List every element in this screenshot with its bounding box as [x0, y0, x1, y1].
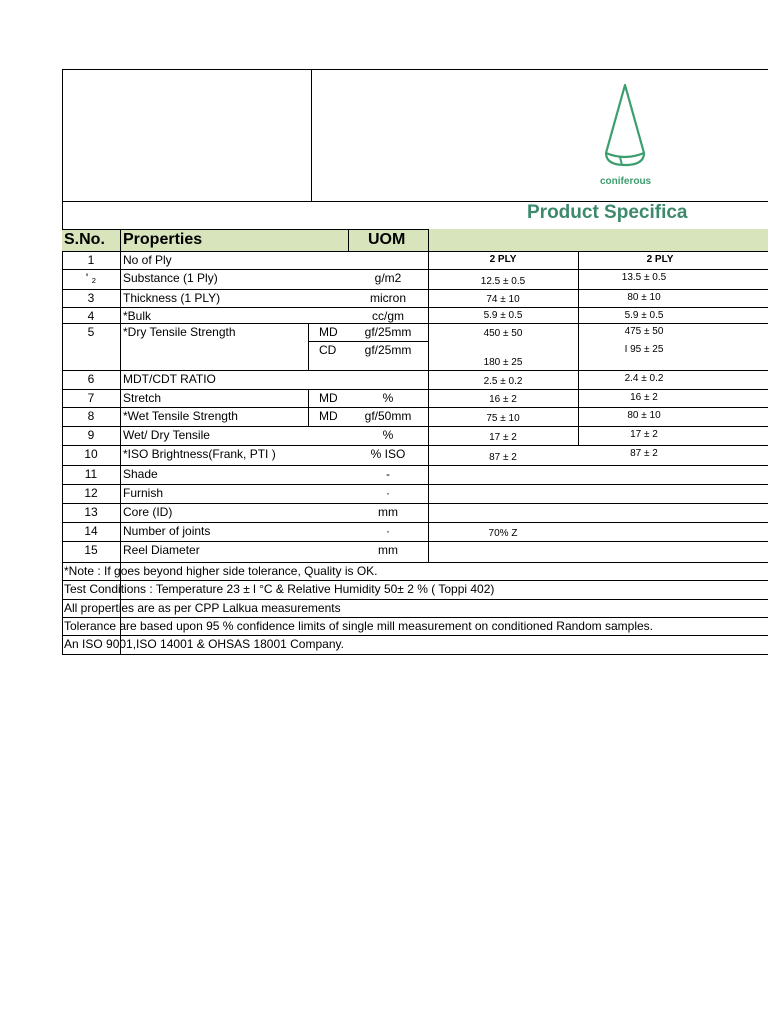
row-sno: 9 [87, 428, 95, 442]
coniferous-logo [592, 81, 662, 191]
grid-line [308, 407, 309, 426]
grid-line [62, 562, 768, 563]
grid-line [62, 522, 768, 523]
grid-line [62, 484, 768, 485]
row-sno: 14 [84, 524, 98, 538]
row-property: Number of joints [123, 524, 211, 538]
grid-line [311, 69, 312, 201]
row-sno: ' ₂ [85, 271, 97, 285]
grid-line [62, 269, 768, 270]
row-property: Wet/ Dry Tensile [123, 428, 210, 442]
row-uom: · [386, 524, 390, 538]
logo-text: coniferous [600, 176, 652, 187]
row-value-2: 2 PLY [646, 254, 674, 265]
grid-line [62, 323, 768, 324]
grid-line [308, 389, 309, 407]
row-value-1: 17 ± 2 [489, 432, 517, 443]
grid-line [62, 654, 768, 655]
row-uom: g/m2 [374, 271, 402, 285]
grid-line [62, 69, 63, 655]
grid-line [62, 289, 768, 290]
row-value-2: 80 ± 10 [627, 410, 661, 421]
row-direction: MD [319, 409, 338, 423]
spec-sheet [62, 69, 768, 669]
row-uom: gf/25mm [364, 343, 412, 357]
row-direction: MD [319, 325, 338, 339]
grid-line [62, 599, 768, 600]
note-line: Tolerance are based upon 95 % confidence limits of single mill measurement on conditioned Random samples. [64, 619, 653, 633]
row-property: Substance (1 Ply) [123, 271, 218, 285]
row-uom: mm [378, 543, 398, 557]
row-uom: gf/50mm [364, 409, 412, 423]
grid-line [348, 229, 349, 251]
row-value-2: 5.9 ± 0.5 [624, 310, 664, 321]
grid-line [62, 370, 768, 371]
note-line: *Note : If goes beyond higher side tolerance, Quality is OK. [64, 564, 378, 578]
grid-line [62, 445, 768, 446]
row-value-1: 2 PLY [489, 254, 517, 265]
row-property: *ISO Brightness(Frank, PTI ) [123, 447, 276, 461]
row-uom: cc/gm [371, 309, 404, 323]
grid-line [62, 635, 768, 636]
row-value-2: I 95 ± 25 [624, 344, 664, 355]
row-value-1: 450 ± 50 [483, 328, 523, 339]
row-value-1: 180 ± 25 [483, 357, 523, 368]
grid-line [62, 503, 768, 504]
row-value-2: 16 ± 2 [630, 392, 658, 403]
header-uom: UOM [368, 231, 406, 248]
row-sno: 3 [87, 291, 95, 305]
row-sno: 8 [87, 409, 95, 423]
row-property: Stretch [123, 391, 162, 405]
row-property: MDT/CDT RATIO [123, 372, 216, 386]
row-value-2: 2.4 ± 0.2 [624, 373, 664, 384]
row-direction: CD [319, 343, 337, 357]
row-value-2: 80 ± 10 [627, 292, 661, 303]
row-sno: 10 [84, 447, 98, 461]
grid-line [62, 580, 768, 581]
row-sno: 12 [84, 486, 98, 500]
grid-line [62, 69, 768, 70]
grid-line [308, 323, 309, 341]
row-sno: 6 [87, 372, 95, 386]
row-sno: 4 [87, 309, 95, 323]
row-sno: 1 [87, 253, 95, 267]
row-sno: 11 [84, 467, 98, 481]
row-uom: % ISO [370, 447, 406, 461]
row-property: *Dry Tensile Strength [123, 325, 236, 339]
row-uom: · [386, 486, 390, 500]
grid-line [62, 389, 768, 390]
row-value-1: 74 ± 10 [486, 294, 520, 305]
row-uom: - [386, 467, 390, 481]
row-value-2: 17 ± 2 [630, 429, 658, 440]
row-direction: MD [319, 391, 338, 405]
row-property: Shade [123, 467, 158, 481]
row-sno: 15 [84, 543, 98, 557]
grid-line [62, 465, 768, 466]
row-value-2: 475 ± 50 [624, 326, 664, 337]
row-value-1: 75 ± 10 [486, 413, 520, 424]
note-line: All properties are as per CPP Lalkua measurements [64, 601, 341, 615]
grid-line [62, 617, 768, 618]
grid-line [62, 229, 428, 230]
note-line: An ISO 9001,ISO 14001 & OHSAS 18001 Company. [64, 637, 344, 651]
row-value-1: 5.9 ± 0.5 [483, 310, 523, 321]
grid-line [308, 341, 428, 342]
row-sno: 7 [87, 391, 95, 405]
header-properties: Properties [123, 231, 203, 248]
row-value-1: 12.5 ± 0.5 [480, 276, 526, 287]
row-uom: % [382, 391, 394, 405]
grid-line [308, 341, 309, 370]
row-property: Thickness (1 PLY) [123, 291, 221, 305]
row-value-1: 70% Z [488, 528, 518, 539]
grid-line [62, 307, 768, 308]
row-uom: gf/25mm [364, 325, 412, 339]
grid-line [62, 251, 768, 252]
note-line: Test Conditions : Temperature 23 ± l °C & Relative Humidity 50± 2 % ( Toppi 402) [64, 582, 495, 596]
page-title: Product Specifica [527, 202, 688, 223]
row-uom: micron [369, 291, 406, 305]
row-sno: 13 [84, 505, 98, 519]
row-value-1: 16 ± 2 [489, 394, 517, 405]
row-property: Core (ID) [123, 505, 173, 519]
row-property: Furnish [123, 486, 164, 500]
header-sno: S.No. [64, 231, 105, 248]
grid-line [578, 251, 579, 269]
row-value-2: 87 ± 2 [630, 448, 658, 459]
row-property: *Bulk [123, 309, 152, 323]
row-property: Reel Diameter [123, 543, 200, 557]
row-property: No of Ply [123, 253, 172, 267]
row-sno: 5 [87, 325, 95, 339]
grid-line [62, 426, 768, 427]
row-value-1: 87 ± 2 [489, 452, 517, 463]
row-uom: % [382, 428, 394, 442]
row-uom: mm [378, 505, 398, 519]
row-value-2: 13.5 ± 0.5 [621, 272, 667, 283]
grid-line [62, 407, 768, 408]
grid-line [62, 541, 768, 542]
row-property: *Wet Tensile Strength [123, 409, 238, 423]
row-value-1: 2.5 ± 0.2 [483, 376, 523, 387]
